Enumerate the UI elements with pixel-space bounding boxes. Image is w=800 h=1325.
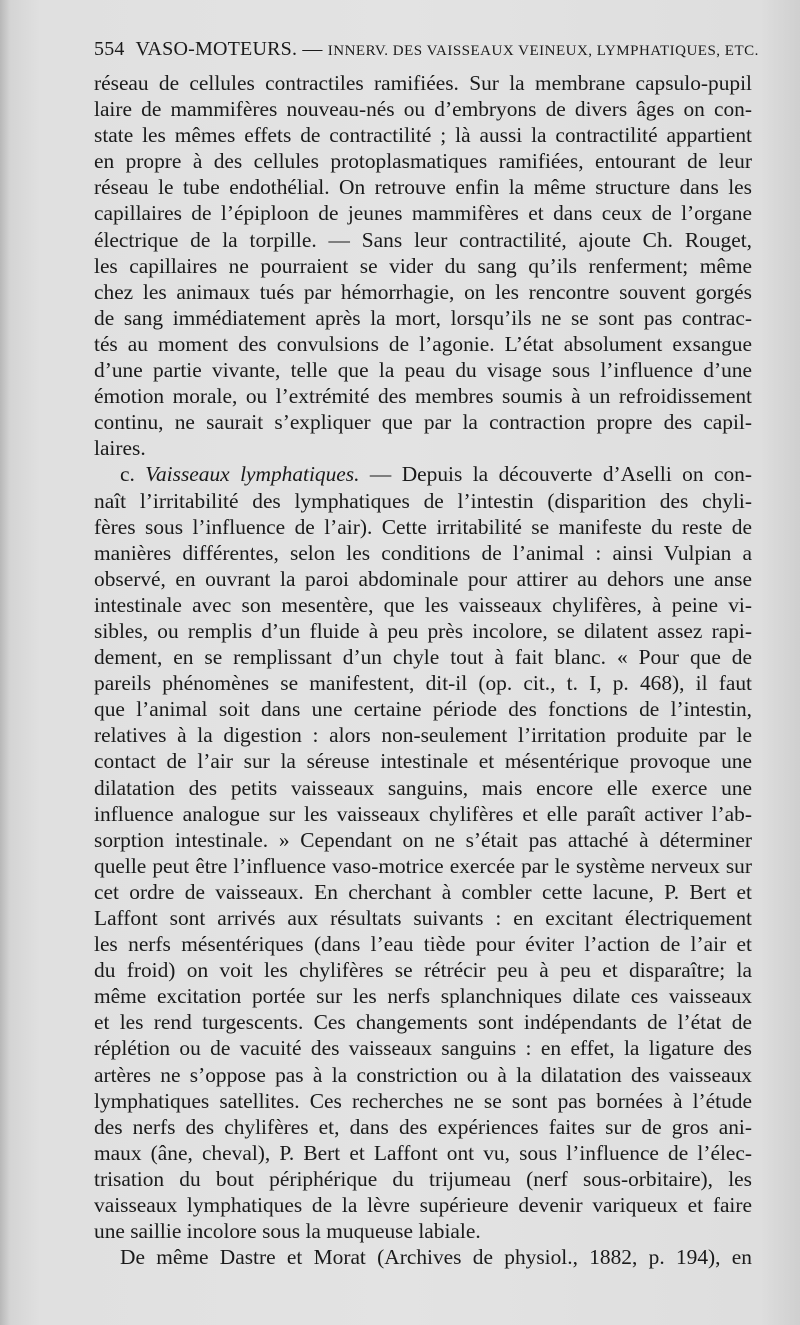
text-line: réplétion ou de vacuité des vaisseaux sanguins : en effet, la ligature des xyxy=(94,1036,752,1061)
text-line: influence analogue sur les vaisseaux chylifères et elle paraît activer l’ab- xyxy=(94,801,752,826)
text-line: dilatation des petits vaisseaux sanguins, mais encore elle exerce une xyxy=(94,775,752,800)
text-line: de sang immédiatement après la mort, lorsqu’ils ne se sont pas contrac- xyxy=(94,305,752,330)
text-line: Laffont sont arrivés aux résultats suivants : en excitant électriquement xyxy=(94,906,752,930)
text-line: — Depuis la découverte d’Aselli on con- xyxy=(359,462,753,487)
text-line: fères sous l’influence de l’air). Cette irritabilité se manifeste du reste de xyxy=(94,514,752,539)
text-line: des nerfs des chylifères et, dans des expériences faites sur de gros ani- xyxy=(94,1114,752,1139)
text-line: une saillie incolore sous la muqueuse labiale. xyxy=(94,1219,481,1244)
section-heading: Vaisseaux lymphatiques. xyxy=(145,462,360,487)
text-line: continu, ne saurait s’expliquer que par la contraction propre des capil- xyxy=(94,410,752,435)
text-line: cet ordre de vaisseaux. En cherchant à combler cette lacune, P. Bert et xyxy=(94,879,752,904)
section-lead-line xyxy=(94,461,752,487)
text-line: laires. xyxy=(94,436,146,461)
text-line: réseau de cellules contractiles ramifiées. Sur la membrane capsulo-pupil xyxy=(94,71,752,95)
section-label: c. xyxy=(120,462,135,487)
text-line: observé, en ouvrant la paroi abdominale pour attirer au dehors une anse xyxy=(94,566,752,591)
text-line: laire de mammifères nouveau-nés ou d’embryons de divers âges on con- xyxy=(94,97,752,122)
text-line: en propre à des cellules protoplasmatiques ramifiées, entourant de leur xyxy=(94,149,752,174)
text-line: et les rend turgescents. Ces changements sont indépendants de l’état de xyxy=(94,1010,752,1035)
text-line: trisation du bout périphérique du trijumeau (nerf sous-orbitaire), les xyxy=(94,1166,752,1191)
text-line: émotion morale, ou l’extrémité des membres soumis à un refroidissement xyxy=(94,384,752,409)
text-line: intestinale avec son mesentère, que les vaisseaux chylifères, à peine vi- xyxy=(94,592,752,617)
text-line: même excitation portée sur les nerfs splanchniques dilate ces vaisseaux xyxy=(94,984,752,1009)
body-text xyxy=(94,70,752,1270)
text-line: De même Dastre et Morat (Archives de physiol., 1882, p. 194), en xyxy=(120,1245,752,1270)
text-line: les nerfs mésentériques (dans l’eau tiède pour éviter l’action de l’air et xyxy=(94,932,752,957)
header-dash: — xyxy=(302,38,323,60)
page-number: 554 xyxy=(94,38,125,60)
text-line: naît l’irritabilité des lymphatiques de l’intestin (disparition des chyli- xyxy=(94,488,752,513)
text-line: d’une partie vivante, telle que la peau du visage sous l’influence d’une xyxy=(94,358,752,383)
text-line: les capillaires ne pourraient se vider du sang qu’ils renferment; même xyxy=(94,253,752,278)
running-title: INNERV. DES VAISSEAUX VEINEUX, LYMPHATIQUES, ETC. xyxy=(327,43,759,59)
text-line: sibles, ou remplis d’un fluide à peu près incolore, se dilatent assez rapi- xyxy=(94,618,752,643)
text-line: que l’animal soit dans une certaine période des fonctions de l’intestin, xyxy=(94,697,752,722)
text-line: state les mêmes effets de contractilité ; là aussi la contractilité appartient xyxy=(94,123,752,148)
text-line: vaisseaux lymphatiques de la lèvre supérieure devenir variqueux et faire xyxy=(94,1193,752,1218)
text-line: lymphatiques satellites. Ces recherches ne se sont pas bornées à l’étude xyxy=(94,1088,752,1113)
section-title: VASO-MOTEURS. xyxy=(135,38,298,60)
text-line: pareils phénomènes se manifestent, dit-il (op. cit., t. I, p. 468), il faut xyxy=(94,671,752,696)
text-line: contact de l’air sur la séreuse intestinale et mésentérique provoque une xyxy=(94,749,752,774)
text-line: manières différentes, selon les conditions de l’animal : ainsi Vulpian a xyxy=(94,540,752,565)
text-line: du froid) on voit les chylifères se rétrécir peu à peu et disparaître; la xyxy=(94,958,752,983)
text-line: relatives à la digestion : alors non-seulement l’irritation produite par le xyxy=(94,723,752,748)
text-line: quelle peut être l’influence vaso-motrice exercée par le système nerveux sur xyxy=(94,853,752,878)
text-line: tés au moment des convulsions de l’agonie. L’état absolument exsangue xyxy=(94,331,752,356)
text-line: sorption intestinale. » Cependant on ne s’était pas attaché à déterminer xyxy=(94,827,752,852)
text-line: artères ne s’oppose pas à la constriction ou à la dilatation des vaisseaux xyxy=(94,1062,752,1087)
text-line: maux (âne, cheval), P. Bert et Laffont ont vu, sous l’influence de l’élec- xyxy=(94,1140,752,1165)
text-line: capillaires de l’épiploon de jeunes mammifères et dans ceux de l’organe xyxy=(94,201,752,226)
running-header xyxy=(94,38,759,61)
text-line: chez les animaux tués par hémorrhagie, on les rencontre souvent gorgés xyxy=(94,279,752,304)
text-line: réseau le tube endothélial. On retrouve enfin la même structure dans les xyxy=(94,175,752,200)
text-line: électrique de la torpille. — Sans leur contractilité, ajoute Ch. Rouget, xyxy=(94,227,752,252)
text-line: dement, en se remplissant d’un chyle tout à fait blanc. « Pour que de xyxy=(94,645,752,670)
